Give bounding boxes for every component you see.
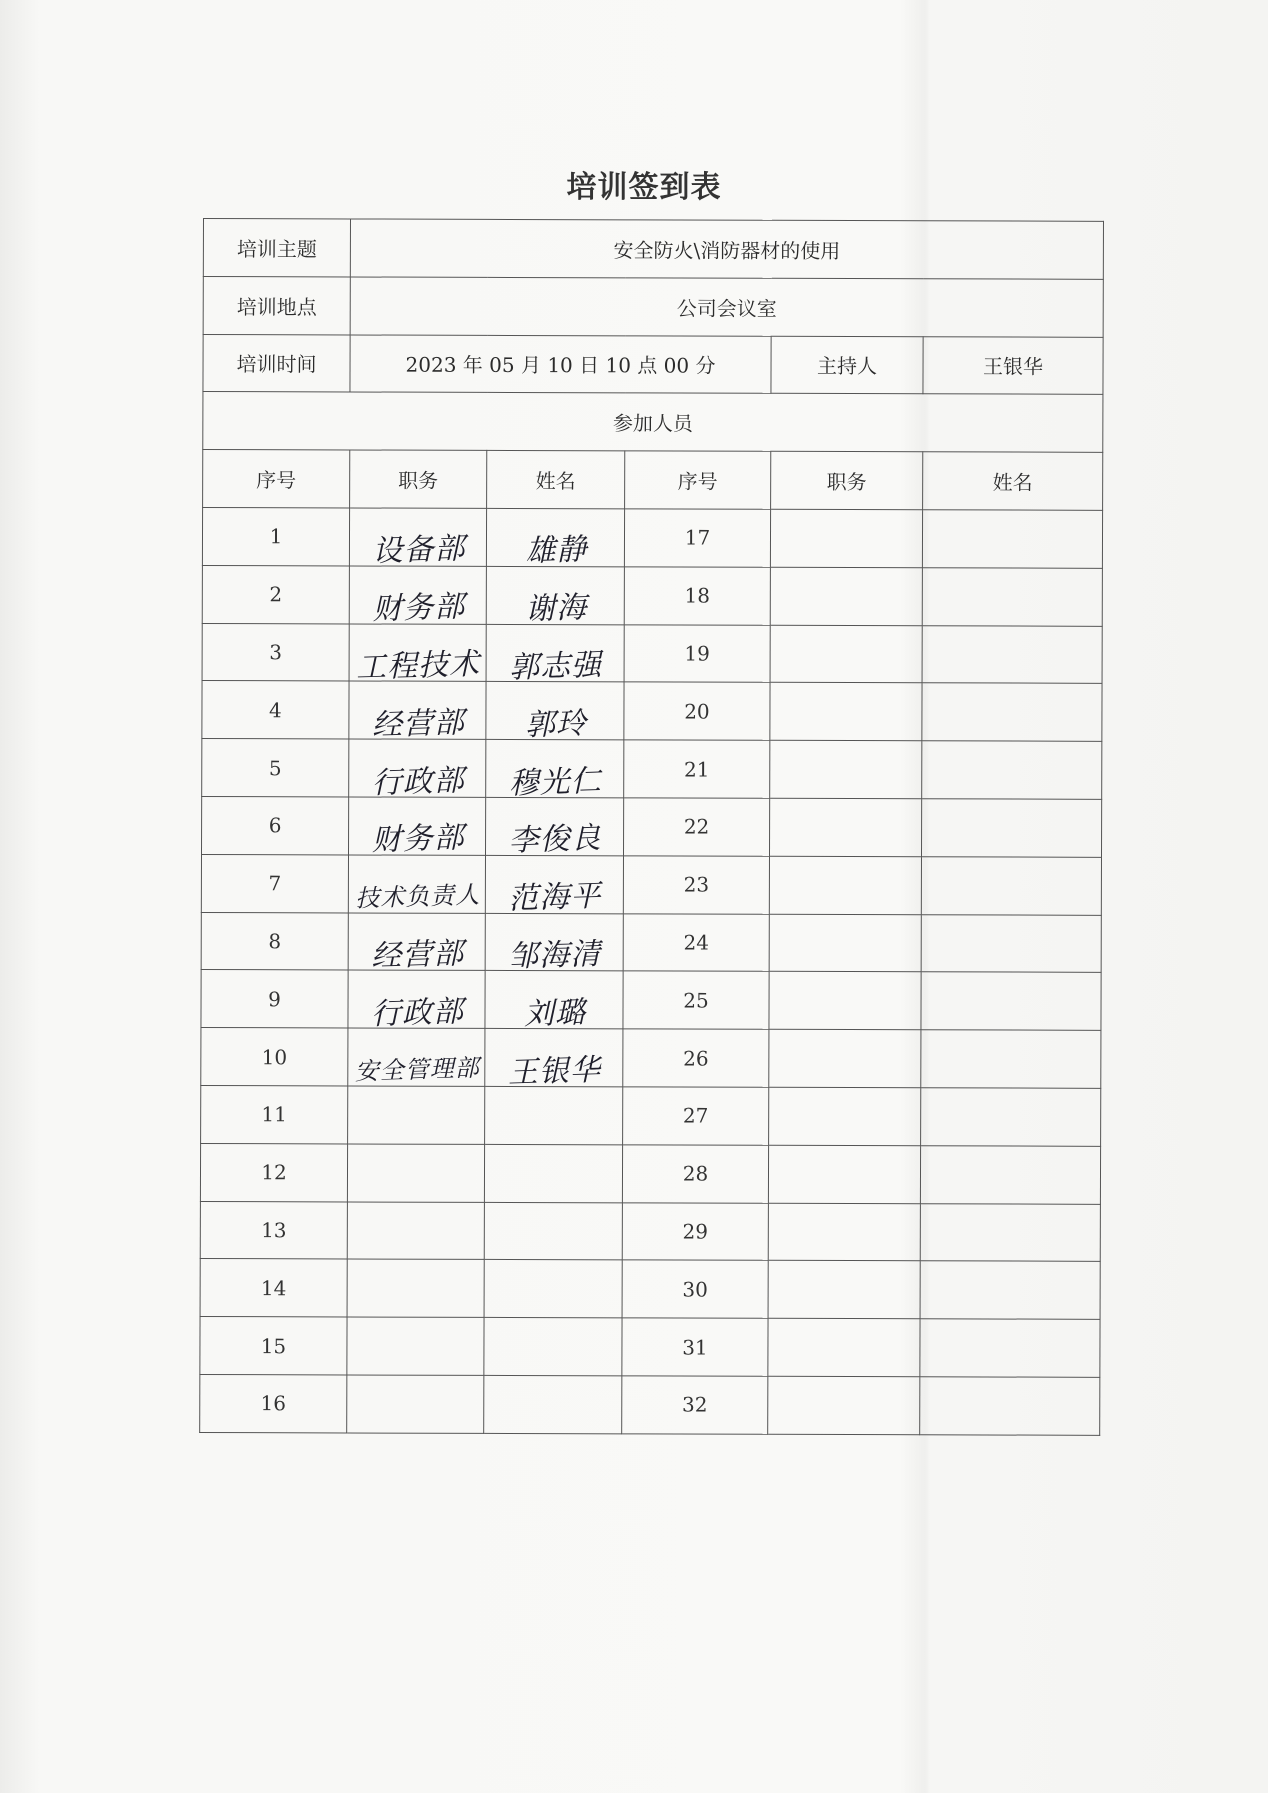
name-cell-right [920,1261,1100,1319]
table-row [200,1374,1100,1435]
handwritten-signature: 郭志强 [508,647,603,686]
row-number-right: 20 [624,682,770,740]
name-cell-left [486,740,624,802]
name-cell-right [921,972,1101,1030]
row-number-right: 17 [624,509,770,567]
name-cell-left [485,797,623,859]
table-row [201,970,1101,1031]
location-row [203,276,1103,337]
name-cell-left [484,1144,622,1202]
row-number-left: 4 [202,681,349,739]
table-row [202,565,1102,626]
position-cell-right [769,972,921,1030]
name-cell-left [484,1318,622,1376]
row-number-left: 7 [201,854,348,912]
row-number-right: 19 [624,624,770,682]
position-cell-left [347,1259,484,1317]
handwritten-signature: 经营部 [370,936,465,975]
handwritten-signature: 行政部 [370,762,465,801]
header-position-left: 职务 [350,450,487,508]
handwritten-signature: 王银华 [507,1052,602,1091]
table-row [202,507,1102,568]
row-number-right: 29 [622,1202,768,1260]
position-cell-right [768,1318,920,1376]
position-cell-left [349,566,486,628]
name-cell-left [486,682,624,743]
position-cell-left [348,855,485,913]
attendees-row [203,392,1103,453]
position-cell-right [770,625,922,683]
header-name-left: 姓名 [487,451,625,509]
attendees-label: 参加人员 [203,392,1103,453]
row-number-left: 11 [201,1085,348,1143]
table-row [202,623,1102,684]
location-value: 公司会议室 [350,277,1103,337]
row-number-right: 30 [622,1260,768,1318]
position-cell-right [769,914,921,972]
row-number-left: 15 [200,1317,347,1375]
position-cell-right [770,509,922,567]
name-cell-right [922,683,1102,741]
time-value: 2023 年 05 月 10 日 10 点 00 分 [350,335,771,394]
row-number-left: 16 [200,1374,347,1432]
row-number-left: 2 [202,565,349,623]
topic-value: 安全防火\消防器材的使用 [350,219,1103,279]
name-cell-left [484,1375,622,1433]
table-row [201,1085,1101,1146]
row-number-right: 31 [622,1318,768,1376]
name-cell-right [921,1030,1101,1088]
position-cell-right [768,1203,920,1261]
handwritten-signature: 穆光仁 [508,763,603,802]
position-cell-left [347,1317,484,1375]
topic-label: 培训主题 [203,219,350,277]
position-cell-left [349,624,486,686]
row-number-left: 6 [202,796,349,854]
position-cell-right [770,683,922,741]
table-row [202,681,1102,742]
handwritten-signature: 邹海清 [507,936,602,975]
position-cell-right [769,798,921,856]
name-cell-right [922,741,1102,799]
name-cell-left [485,1029,623,1091]
name-cell-right [921,857,1101,915]
position-cell-left [349,681,486,743]
row-number-right: 28 [622,1145,768,1203]
location-label: 培训地点 [203,276,350,334]
row-number-right: 27 [623,1087,769,1145]
row-number-right: 26 [623,1029,769,1087]
row-number-left: 10 [201,1028,348,1086]
table-row [200,1259,1100,1320]
header-no-right: 序号 [625,451,771,509]
position-cell-left [349,797,486,859]
row-number-left: 13 [200,1201,347,1259]
row-number-left: 1 [202,507,349,565]
position-cell-left [348,913,485,975]
handwritten-signature: 郭玲 [523,705,587,743]
name-cell-right [920,1377,1100,1435]
form-title: 培训签到表 [566,170,722,205]
position-cell-right [770,740,922,798]
name-cell-right [921,799,1101,857]
header-row [203,450,1103,511]
host-value: 王银华 [923,336,1103,394]
name-cell-right [921,1088,1101,1146]
header-position-right: 职务 [771,451,923,509]
table-row [202,739,1102,800]
sign-in-table [199,218,1104,1436]
handwritten-signature: 谢海 [524,590,588,628]
position-cell-right [769,1029,921,1087]
handwritten-signature: 技术负责人 [354,880,481,913]
handwritten-signature: 设备部 [371,531,466,570]
row-number-right: 24 [623,913,769,971]
handwritten-signature: 行政部 [369,993,465,1032]
name-cell-right [922,510,1102,568]
name-cell-left [485,913,623,975]
position-cell-left [348,970,485,1032]
row-number-right: 21 [624,740,770,798]
position-cell-left [349,739,486,801]
table-row [200,1201,1100,1262]
handwritten-signature: 李俊良 [507,820,603,859]
table-row [201,854,1101,915]
topic-row [203,219,1103,280]
time-row [203,334,1103,395]
name-cell-right [922,625,1102,683]
header-no-left: 序号 [203,450,350,508]
row-number-left: 14 [200,1259,347,1317]
name-cell-right [920,1203,1100,1261]
handwritten-signature: 财务部 [370,820,465,859]
row-number-right: 18 [624,567,770,625]
position-cell-right [768,1261,920,1319]
name-cell-right [921,914,1101,972]
position-cell-right [768,1145,920,1203]
name-cell-left [486,566,624,628]
position-cell-left [348,1028,485,1086]
header-name-right: 姓名 [923,452,1103,510]
host-label: 主持人 [771,336,923,394]
row-number-left: 12 [200,1143,347,1201]
handwritten-signature: 范海平 [507,878,602,917]
row-number-right: 23 [623,856,769,914]
row-number-right: 25 [623,971,769,1029]
position-cell-left [347,1144,484,1202]
position-cell-right [768,1376,920,1434]
position-cell-right [769,856,921,914]
name-cell-left [484,1260,622,1318]
handwritten-signature: 财务部 [371,589,466,628]
table-row [200,1317,1100,1378]
name-cell-left [485,855,623,917]
handwritten-signature: 经营部 [370,704,465,743]
row-number-left: 9 [201,970,348,1028]
position-cell-left [348,1086,485,1144]
name-cell-left [484,1202,622,1260]
name-cell-left [485,971,623,1032]
table-row [201,1028,1101,1089]
handwritten-signature: 安全管理部 [353,1053,480,1086]
handwritten-signature: 工程技术 [355,646,481,686]
position-cell-left [349,508,486,570]
position-cell-right [769,1087,921,1145]
time-label: 培训时间 [203,334,350,392]
name-cell-right [920,1319,1100,1377]
table-row [202,796,1102,857]
name-cell-left [486,508,624,570]
name-cell-left [486,624,624,686]
table-row [201,912,1101,973]
row-number-left: 8 [201,912,348,970]
name-cell-right [922,568,1102,626]
handwritten-signature: 雄静 [524,532,588,570]
row-number-right: 22 [623,798,769,856]
position-cell-left [347,1375,484,1433]
handwritten-signature: 刘璐 [522,994,587,1032]
name-cell-right [920,1146,1100,1204]
table-row [200,1143,1100,1204]
name-cell-left [485,1086,623,1144]
position-cell-right [770,567,922,625]
position-cell-left [347,1202,484,1260]
row-number-left: 3 [202,623,349,681]
row-number-left: 5 [202,739,349,797]
row-number-right: 32 [622,1376,768,1434]
